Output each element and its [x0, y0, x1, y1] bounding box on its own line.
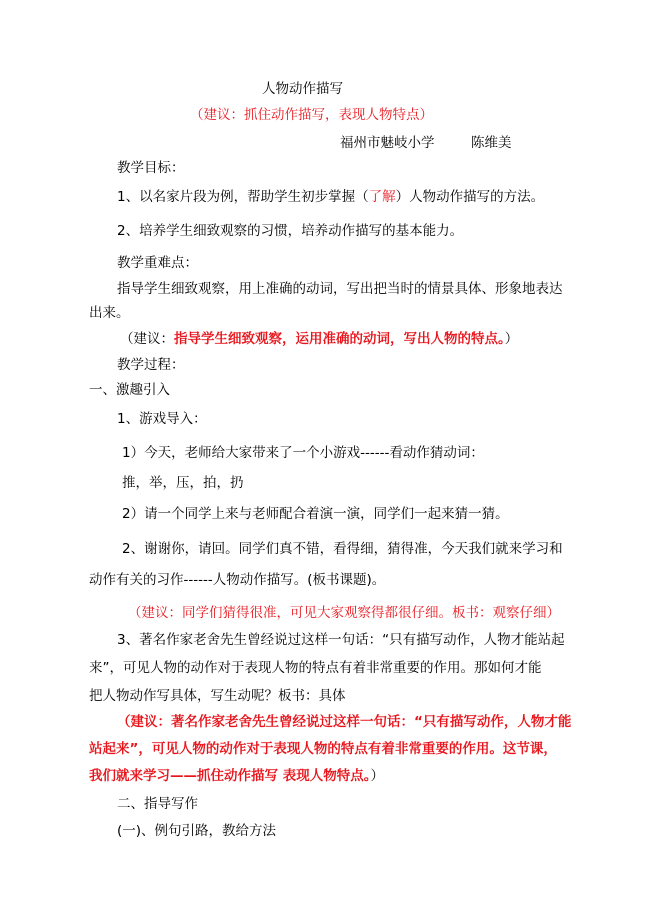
section-heading-2: 二、指导写作: [117, 796, 198, 812]
suggestion-observe: （建议：同学们猜得很准，可见大家观察得都很仔细。板书：观察仔细）: [128, 605, 560, 621]
suggestion-title: （建议：抓住动作描写，表现人物特点）: [190, 107, 433, 123]
item-3-line-1: 3、著名作家老舍先生曾经说过这样一句话：“只有描写动作，人物才能站起: [117, 632, 565, 648]
verb-list: 推，举，压，拍，扔: [122, 475, 244, 491]
suggestion-quote-line-3: 我们就来学习——抓住动作描写 表现人物特点。）: [89, 768, 384, 784]
step-2: 2）请一个同学上来与老师配合着演一演，同学们一起来猜一猜。: [122, 506, 509, 522]
focus-text-line-2: 出来。: [89, 305, 130, 321]
item-2-line-1: 2、谢谢你，请回。同学们真不错，看得细，猜得准，今天我们就来学习和: [122, 541, 563, 557]
subsection-heading-1: (一)、例句引路，教给方法: [117, 823, 277, 839]
item-2-line-2: 动作有关的习作------人物动作描写。(板书课题)。: [89, 572, 386, 588]
step-1: 1）今天，老师给大家带来了一个小游戏------看动作猜动词：: [122, 445, 484, 461]
goal-item-1: 1、以名家片段为例，帮助学生初步掌握（了解）人物动作描写的方法。: [117, 189, 545, 205]
item-3-line-3: 把人物动作写具体，写生动呢？板书：具体: [89, 688, 346, 704]
section-heading-1: 一、激趣引入: [89, 382, 170, 398]
focus-heading: 教学重难点：: [117, 255, 198, 271]
goals-heading: 教学目标：: [117, 160, 185, 176]
item-3-line-2: 来”，可见人物的动作对于表现人物的特点有着非常重要的作用。那如何才能: [89, 660, 542, 676]
suggestion-quote-line-2: 站起来”，可见人物的动作对于表现人物的特点有着非常重要的作用。这节课，: [89, 741, 557, 757]
goal-item-2: 2、培养学生细致观察的习惯，培养动作描写的基本能力。: [117, 223, 464, 239]
author-name: 陈维美: [471, 135, 512, 151]
suggestion-focus: （建议：指导学生细致观察，运用准确的动词，写出人物的特点。）: [120, 331, 519, 347]
focus-text-line-1: 指导学生细致观察，用上准确的动词，写出把当时的情景具体、形象地表达: [117, 281, 563, 297]
goal-emphasis: 了解: [368, 189, 396, 205]
school-name: 福州市魅岐小学: [340, 135, 435, 151]
process-heading: 教学过程：: [117, 357, 185, 373]
item-1: 1、游戏导入：: [117, 411, 207, 427]
suggestion-quote-line-1: （建议：著名作家老舍先生曾经说过这样一句话：“只有描写动作，人物才能: [117, 714, 572, 730]
doc-title: 人物动作描写: [262, 81, 343, 97]
